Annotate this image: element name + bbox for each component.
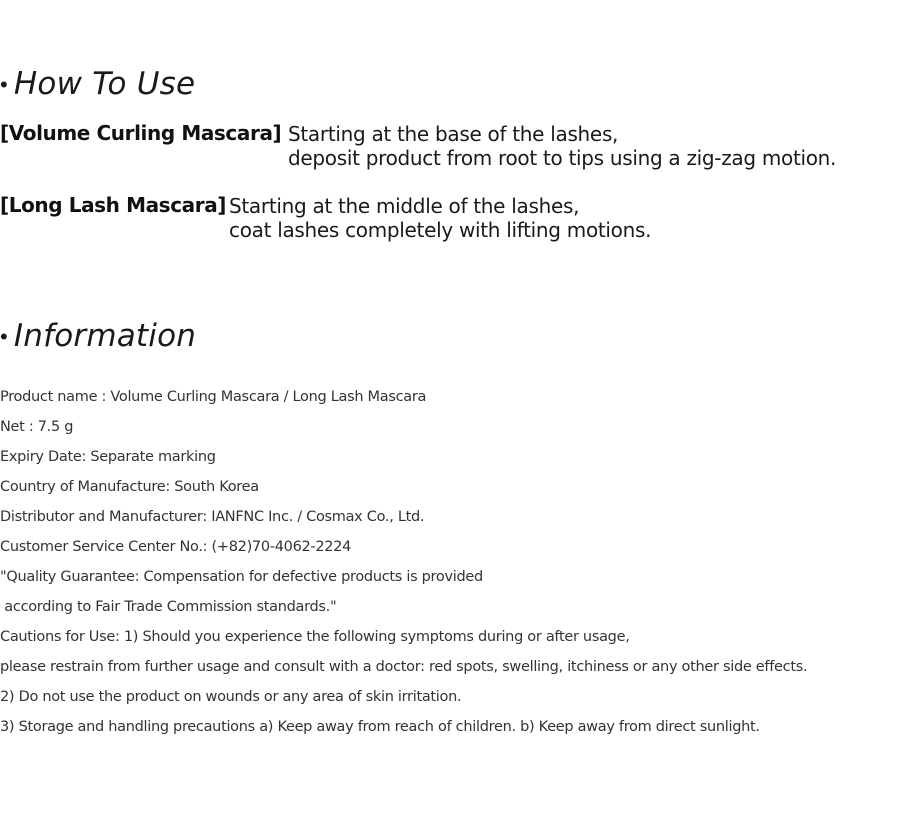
info-line-country: Country of Manufacture: South Korea: [0, 479, 259, 495]
information-list: [0, 384, 900, 744]
info-line-quality-guarantee-cont: according to Fair Trade Commission standards.": [0, 599, 337, 615]
product-name-volume-curling: [Volume Curling Mascara]: [0, 121, 282, 145]
heading-bullet: •: [0, 73, 8, 98]
info-line-product-name: Product name : Volume Curling Mascara / Long Lash Mascara: [0, 389, 427, 405]
info-line-expiry: Expiry Date: Separate marking: [0, 449, 216, 465]
info-line-cautions-cont: please restrain from further usage and consult with a doctor: red spots, swelling, itchiness or any other side effects.: [0, 659, 808, 675]
heading-bullet: •: [0, 325, 8, 350]
how-to-use-title: How To Use: [13, 66, 196, 102]
info-line-net: Net : 7.5 g: [0, 419, 74, 435]
information-title: Information: [13, 318, 197, 354]
usage-line: Starting at the middle of the lashes,: [229, 194, 580, 218]
info-line-caution-2: 2) Do not use the product on wounds or any area of skin irritation.: [0, 689, 462, 705]
info-line-quality-guarantee: "Quality Guarantee: Compensation for defective products is provided: [0, 569, 483, 585]
info-line-distributor: Distributor and Manufacturer: IANFNC Inc. / Cosmax Co., Ltd.: [0, 509, 425, 525]
usage-line: Starting at the base of the lashes,: [288, 122, 619, 146]
usage-line: deposit product from root to tips using a zig-zag motion.: [288, 146, 837, 170]
information-heading: [0, 318, 196, 354]
usage-line: coat lashes completely with lifting motions.: [229, 218, 652, 242]
info-line-caution-3: 3) Storage and handling precautions a) Keep away from reach of children. b) Keep away from direct sunlight.: [0, 719, 760, 735]
how-to-use-heading: [0, 66, 195, 102]
product-name-long-lash: [Long Lash Mascara]: [0, 193, 227, 217]
info-line-customer-service: Customer Service Center No.: (+82)70-4062-2224: [0, 539, 352, 555]
info-line-cautions: Cautions for Use: 1) Should you experience the following symptoms during or after usage,: [0, 629, 630, 645]
